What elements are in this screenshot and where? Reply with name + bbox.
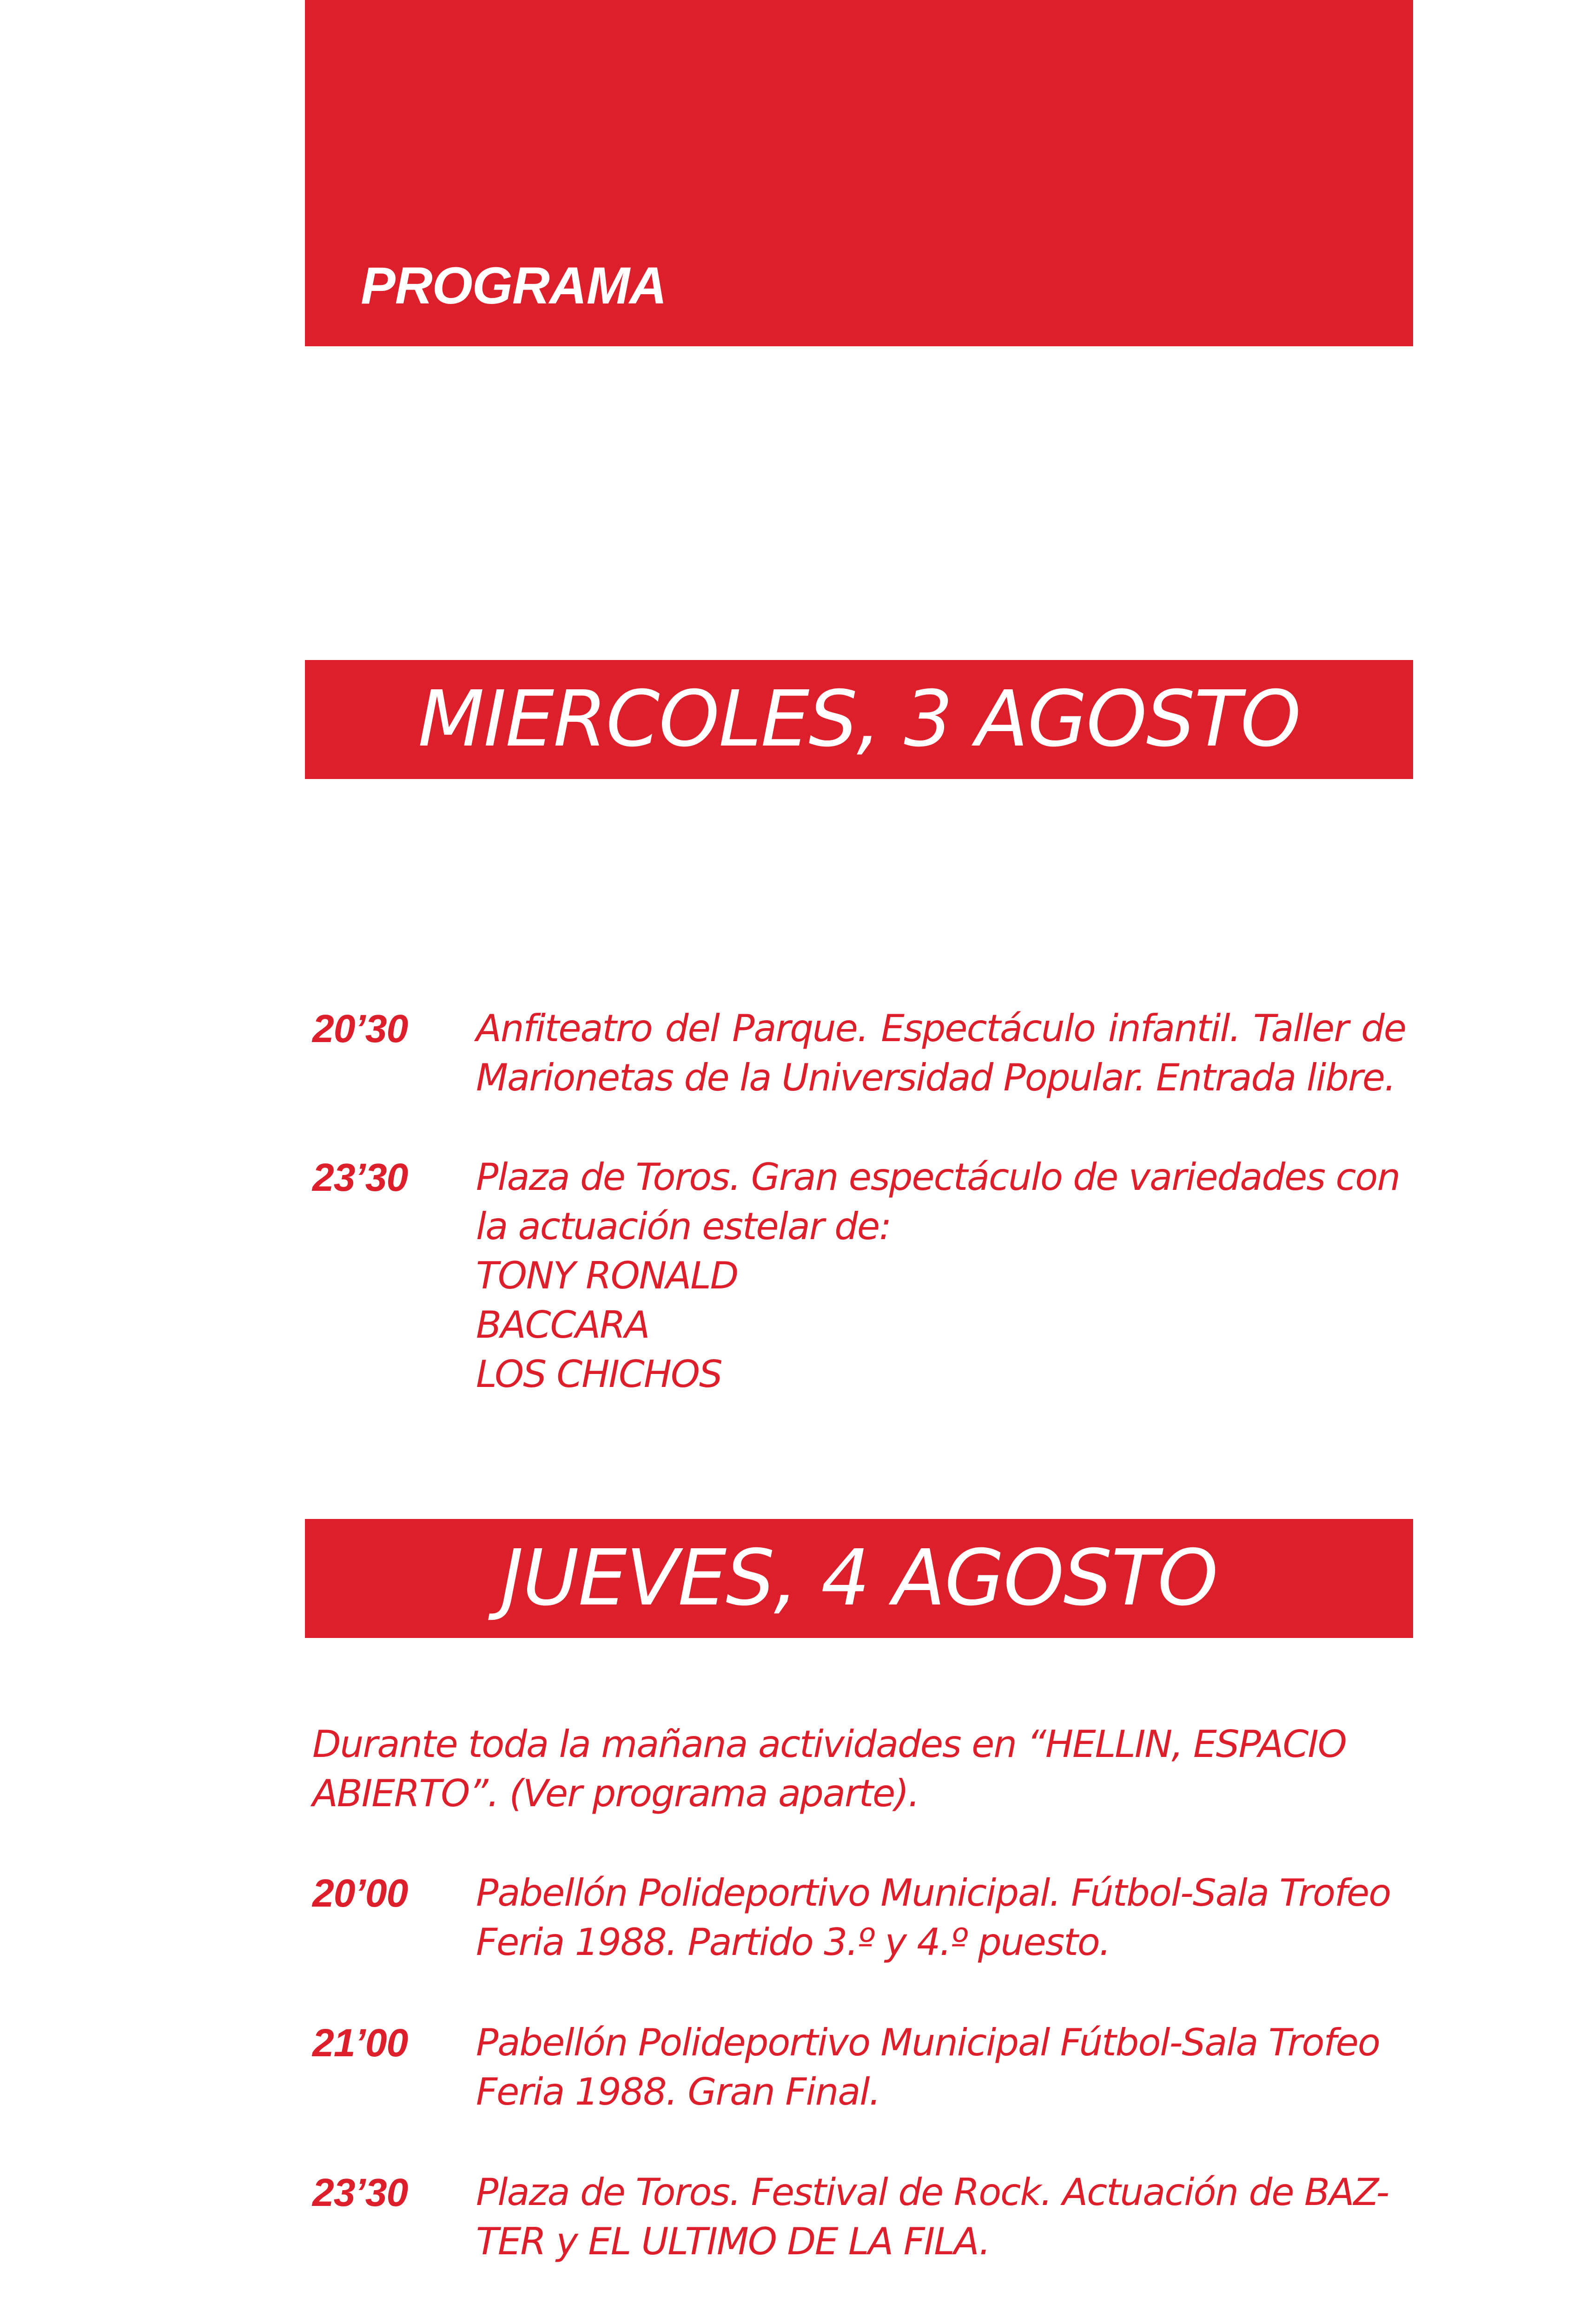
- event-description: [476, 2018, 1406, 2117]
- event-time: 20’00: [312, 1871, 408, 1915]
- performer-name: LOS CHICHOS: [476, 1353, 722, 1396]
- event-line: la actuación estelar de:: [476, 1205, 891, 1248]
- event-time: 23’30: [312, 1155, 408, 1199]
- event-time: 20’30: [312, 1007, 408, 1050]
- event-line: Feria 1988. Gran Final.: [476, 2070, 880, 2113]
- event-line: Pabellón Polideportivo Municipal. Fútbol-Sala Trofeo: [476, 1871, 1391, 1915]
- event-line: Plaza de Toros. Gran espectáculo de variedades con: [476, 1155, 1400, 1199]
- event-line: Marionetas de la Universidad Popular. Entrada libre.: [476, 1056, 1395, 1099]
- event-line: Pabellón Polideportivo Municipal Fútbol-Sala Trofeo: [476, 2021, 1380, 2064]
- page-title: PROGRAMA: [361, 257, 667, 315]
- performer-name: BACCARA: [476, 1303, 649, 1347]
- performer-name: TONY RONALD: [476, 1254, 738, 1297]
- day-banner-wednesday: [305, 660, 1413, 779]
- intro-line: ABIERTO”. (Ver programa aparte).: [312, 1772, 919, 1815]
- day-intro: [312, 1720, 1406, 1818]
- day-heading: MIERCOLES, 3 AGOSTO: [418, 674, 1300, 764]
- event-description: [476, 1868, 1406, 1967]
- intro-line: Durante toda la mañana actividades en “HELLIN, ESPACIO: [312, 1723, 1346, 1766]
- event-line: Anfiteatro del Parque. Espectáculo infantil. Taller de: [476, 1007, 1406, 1050]
- event-time: 21’00: [312, 2021, 408, 2065]
- event-line: Plaza de Toros. Festival de Rock. Actuación de BAZ-: [476, 2171, 1389, 2214]
- event-description: [476, 1153, 1406, 1399]
- event-description: [476, 1004, 1406, 1103]
- event-description: [476, 2168, 1406, 2266]
- event-line: TER y EL ULTIMO DE LA FILA.: [476, 2220, 990, 2263]
- day-heading: JUEVES, 4 AGOSTO: [501, 1533, 1217, 1623]
- event-time: 23’30: [312, 2171, 408, 2214]
- day-banner-thursday: [305, 1519, 1413, 1638]
- event-line: Feria 1988. Partido 3.º y 4.º puesto.: [476, 1921, 1110, 1964]
